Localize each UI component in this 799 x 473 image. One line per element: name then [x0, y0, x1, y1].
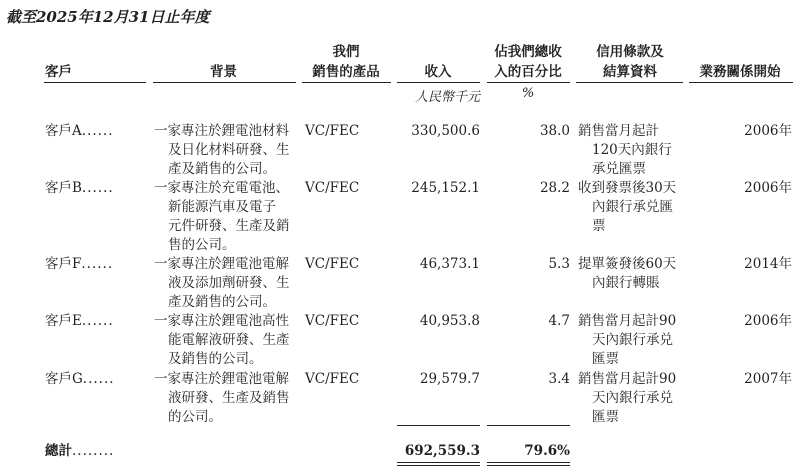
- table-row-share: 5.3: [548, 256, 570, 272]
- header-credit-line2: 結算資料: [603, 64, 657, 80]
- header-customer: 客戶: [45, 64, 72, 80]
- total-double-rule-share-2: [487, 465, 570, 466]
- table-row-since: 2014年: [744, 256, 792, 272]
- total-double-rule-share-1: [487, 462, 570, 463]
- subtotal-rule-share: [487, 425, 570, 426]
- header-credit-line1: 信用條款及: [596, 44, 664, 60]
- header-rule-products: [302, 82, 391, 83]
- table-row-customer: 客戶F......: [45, 256, 114, 272]
- unit-revenue: 人民幣千元: [414, 90, 480, 105]
- header-revenue: 收入: [424, 64, 452, 80]
- subtotal-rule-revenue: [397, 425, 480, 426]
- table-row-customer: 客戶E......: [45, 313, 114, 329]
- table-row-since: 2007年: [744, 371, 792, 387]
- table-row-customer: 客戶B......: [45, 180, 114, 196]
- header-relationship: 業務關係開始: [699, 64, 781, 80]
- header-share-line2: 入的百分比: [494, 64, 562, 80]
- table-row-since: 2006年: [744, 313, 792, 329]
- header-rule-revenue: [397, 82, 480, 83]
- table-row-revenue: 46,373.1: [419, 256, 480, 272]
- header-rule-credit: [576, 82, 683, 83]
- table-row-share: 4.7: [548, 313, 570, 329]
- header-rule-share: [487, 82, 570, 83]
- header-background: 背景: [210, 64, 237, 80]
- table-row-credit: 收到發票後30天 內銀行承兑匯 票: [578, 180, 677, 234]
- table-row-background: 一家專注於充電電池、 新能源汽車及電子 元件研發、生產及銷 售的公司。: [154, 180, 290, 253]
- unit-share: %: [521, 86, 535, 101]
- table-row-revenue: 40,953.8: [419, 313, 480, 329]
- header-rule-background: [153, 82, 296, 83]
- table-row-share: 3.4: [548, 371, 570, 387]
- table-row-background: 一家專注於鋰電池材料 及日化材料研發、生 產及銷售的公司。: [154, 123, 290, 177]
- total-share: 79.6%: [524, 443, 570, 459]
- table-row-background: 一家專注於鋰電池高性 能電解液研發、生產 及銷售的公司。: [154, 313, 290, 367]
- table-row-revenue: 29,579.7: [419, 371, 480, 387]
- header-rule-customer: [44, 82, 146, 83]
- total-double-rule-revenue-2: [397, 465, 480, 466]
- total-label: 總計........: [45, 443, 115, 459]
- table-row-product: VC/FEC: [305, 256, 360, 272]
- header-products-line2: 銷售的產品: [312, 64, 380, 80]
- table-row-credit: 銷售當月起計90 天內銀行承兑 匯票: [578, 371, 677, 425]
- table-row-background: 一家專注於鋰電池電解 液研發、生產及銷售 的公司。: [154, 371, 290, 425]
- table-row-since: 2006年: [744, 123, 792, 139]
- table-row-product: VC/FEC: [305, 123, 360, 139]
- header-products-line1: 我們: [332, 44, 360, 60]
- table-row-credit: 銷售當月起計 120天內銀行 承兑匯票: [578, 123, 672, 177]
- table-row-credit: 銷售當月起計90 天內銀行承兑 匯票: [578, 313, 677, 367]
- table-row-revenue: 245,152.1: [411, 180, 480, 196]
- table-row-product: VC/FEC: [305, 313, 360, 329]
- table-row-since: 2006年: [744, 180, 792, 196]
- header-share-line1: 佔我們總收: [494, 44, 562, 60]
- page-title: 截至2025年12月31日止年度: [6, 8, 210, 26]
- table-row-background: 一家專注於鋰電池電解 液及添加劑研發、生 產及銷售的公司。: [154, 256, 290, 310]
- table-row-customer: 客戶A......: [45, 123, 114, 139]
- table-row-customer: 客戶G......: [45, 371, 115, 387]
- table-row-product: VC/FEC: [305, 180, 360, 196]
- table-row-share: 38.0: [539, 123, 570, 139]
- table-row-share: 28.2: [539, 180, 570, 196]
- table-row-credit: 提單簽發後60天 內銀行轉賬: [578, 256, 677, 291]
- total-revenue: 692,559.3: [404, 443, 480, 459]
- table-row-product: VC/FEC: [305, 371, 360, 387]
- total-double-rule-revenue-1: [397, 462, 480, 463]
- table-row-revenue: 330,500.6: [411, 123, 480, 139]
- header-rule-relationship: [689, 82, 793, 83]
